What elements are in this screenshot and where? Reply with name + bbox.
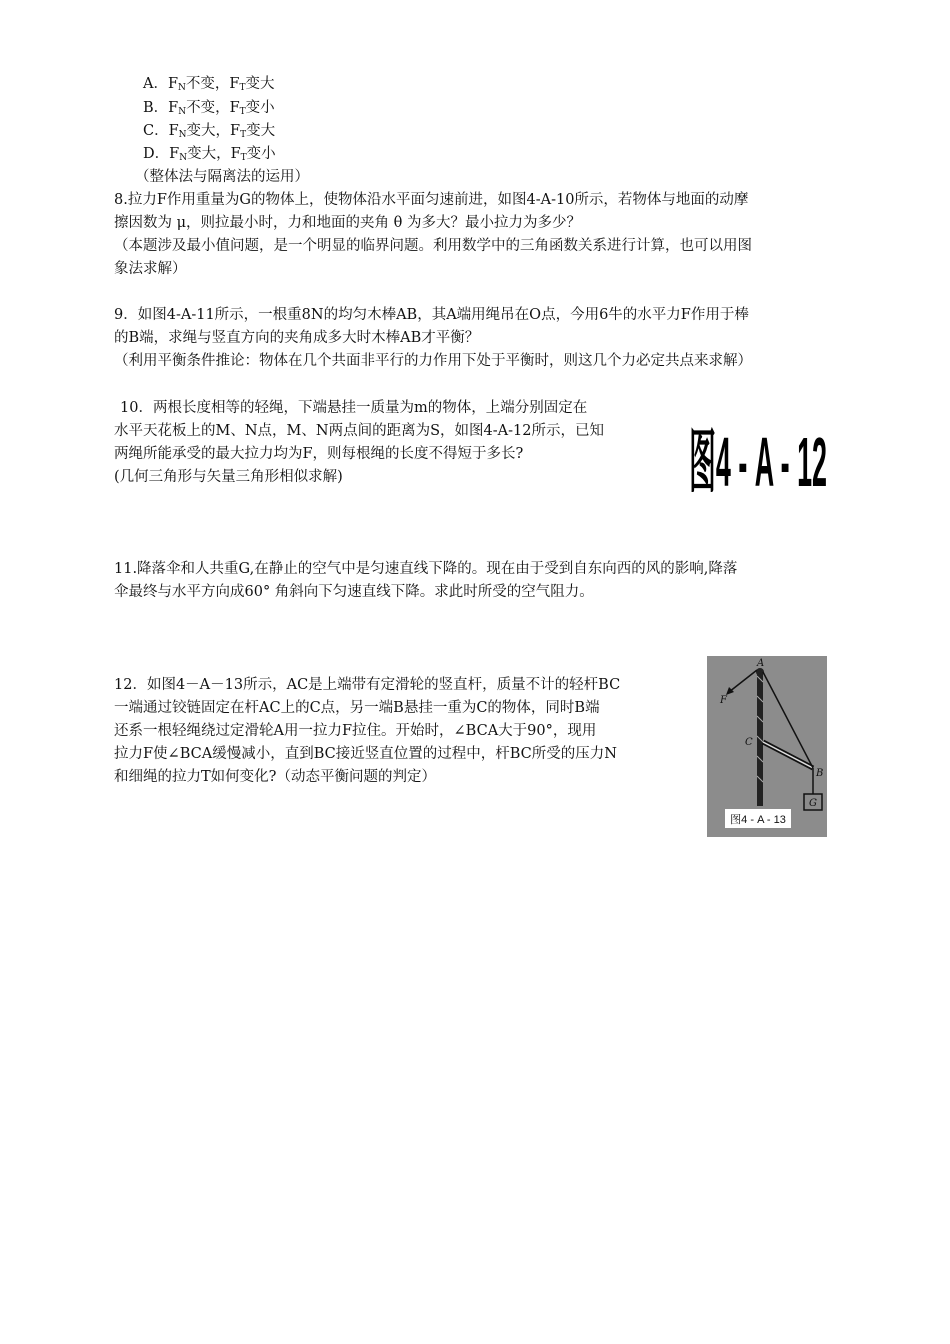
q9-line-1: 9．如图4-A-11所示，一根重8N的均匀木棒AB，其A端用绳吊在O点，今用6牛的水平力F作用于棒: [114, 307, 749, 323]
label-c: C: [745, 737, 753, 748]
q9-line-2: 的B端，求绳与竖直方向的夹角成多大时木棒AB才平衡？: [114, 330, 480, 346]
q11-line-1: 11.降落伞和人共重G,在静止的空气中是匀速直线下降的。现在由于受到自东向西的风的影响,降落: [114, 561, 738, 577]
q8-line-1: 8.拉力F作用重量为G的物体上，使物体沿水平面匀速前进，如图4-A-10所示，若物体与地面的动摩: [114, 192, 749, 208]
q12-line-1: 12．如图4－A－13所示，AC是上端带有定滑轮的竖直杆，质量不计的轻杆BC: [114, 677, 621, 693]
q10-line-1: 10．两根长度相等的轻绳，下端悬挂一质量为m的物体，上端分别固定在: [120, 400, 588, 416]
q8-line-2: 擦因数为 μ，则拉最小时，力和地面的夹角 θ 为多大？最小拉力为多少？: [114, 215, 581, 231]
option-c: C．$F_N$变大，$F_T$变大: [143, 123, 276, 140]
q10-line-3: 两绳所能承受的最大拉力均为F，则每根绳的长度不得短于多长?: [114, 446, 524, 462]
q10-line-4: (几何三角形与矢量三角形相似求解): [114, 469, 343, 485]
figure-caption: 图4 - A - 13: [730, 814, 786, 826]
label-a: A: [757, 658, 765, 669]
option-d: D．$F_N$变大，$F_T$变小: [143, 146, 276, 163]
option-a: A．$F_N$不变，$F_T$变大: [143, 76, 275, 93]
q9-line-3: （利用平衡条件推论：物体在几个共面非平行的力作用下处于平衡时，则这几个力必定共点来求解）: [114, 353, 752, 369]
force-f-arrow: [729, 670, 757, 692]
q12-line-2: 一端通过铰链固定在杆AC上的C点，另一端B悬挂一重为C的物体，同时B端: [114, 700, 600, 716]
pulley-a: [756, 668, 764, 676]
option-b: B．$F_N$不变，$F_T$变小: [143, 100, 275, 117]
q8-line-4: 象法求解）: [114, 261, 187, 277]
figure-4-a-13: [707, 656, 827, 837]
q12-line-5: 和细绳的拉力T如何变化?（动态平衡问题的判定）: [114, 769, 436, 785]
label-g: G: [809, 798, 817, 809]
figure-4-a-12: [688, 420, 828, 492]
q12-line-3: 还系一根轻绳绕过定滑轮A用一拉力F拉住。开始时，∠BCA大于90°，现用: [114, 723, 597, 739]
label-b: B: [816, 768, 824, 779]
q11-line-2: 伞最终与水平方向成60° 角斜向下匀速直线下降。求此时所受的空气阻力。: [114, 584, 594, 600]
q10-line-2: 水平天花板上的M、N点，M、N两点间的距离为S，如图4-A-12所示，已知: [114, 423, 604, 439]
figure-4-a-12-label: 图4 - A - 12: [689, 423, 827, 492]
q12-line-4: 拉力F使∠BCA缓慢减小，直到BC接近竖直位置的过程中，杆BC所受的压力N: [114, 746, 617, 762]
q8-line-3: （本题涉及最小值问题，是一个明显的临界问题。利用数学中的三角函数关系进行计算，也可以用图: [114, 238, 752, 254]
note-q7: （整体法与隔离法的运用）: [135, 169, 309, 185]
label-f: F: [720, 695, 727, 706]
